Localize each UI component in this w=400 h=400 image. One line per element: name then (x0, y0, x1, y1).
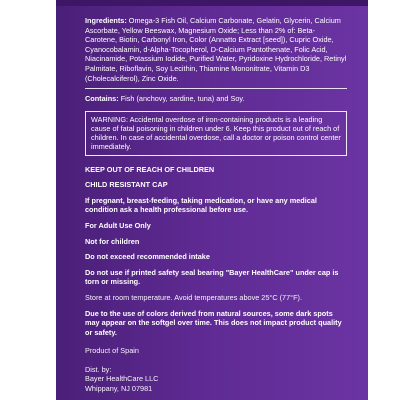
divider (85, 88, 347, 89)
ingredients-label: Ingredients (85, 16, 125, 25)
ingredients-paragraph: Ingredients: Omega-3 Fish Oil, Calcium Carbonate, Gelatin, Glycerin, Calcium Ascorbate, Yellow Beeswax, Magnesium Oxide; Less than 2% of: Beta-Carotene, Biotin, Carbonyl Iron, Color (Annatto Extract [seed]), Cupric Oxide, Cyanocobalamin, d-Alpha-Tocopherol, D-Calcium Pantothenate, Folic Acid, Niacinamide, Potassium Iodide, Purified Water, Pyridoxine Hydrochloride, Retinyl Palmitate, Riboflavin, Soy Lecithin, Thiamine Mononitrate, Vitamin D3 (Cholecalciferol), Zinc Oxide. (85, 16, 347, 83)
warning-box (85, 111, 347, 156)
contains-label: Contains (85, 94, 117, 104)
ingredients-text: Omega-3 Fish Oil, Calcium Carbonate, Gelatin, Glycerin, Calcium Ascorbate, Yellow Beeswax, Magnesium Oxide; Less than 2% of: Beta-Carotene, Biotin, Carbonyl Iron, Color (Annatto Extract [seed]), Cupric Oxide, Cyanocobalamin, d-Alpha-Tocopherol, D-Calcium Pantothenate, Folic Acid, Niacinamide, Potassium Iodide, Purified Water, Pyridoxine Hydrochloride, Retinyl Palmitate, Riboflavin, Soy Lecithin, Thiamine Mononitrate, Vitamin D3 (Cholecalciferol), Zinc Oxide. (85, 16, 347, 83)
panel-top-edge (56, 0, 368, 6)
notice-safety-seal: Do not use if printed safety seal bearing "Bayer HealthCare" under cap is torn or missing. (85, 267, 339, 287)
contains-paragraph: Contains: Fish (anchovy, sardine, tuna) and Soy. (85, 94, 245, 104)
notice-not-for-children: Not for children (85, 236, 140, 246)
product-label-panel (56, 0, 368, 400)
notice-pregnant-consult: If pregnant, breast-feeding, taking medication, or have any medical condition ask a health professional before use. (85, 195, 317, 215)
notice-do-not-exceed: Do not exceed recommended intake (85, 252, 210, 262)
notice-child-resistant-cap: CHILD RESISTANT CAP (85, 180, 168, 190)
notice-keep-out-of-reach: KEEP OUT OF REACH OF CHILDREN (85, 164, 215, 174)
origin-text: Product of Spain (85, 346, 139, 356)
distributor-name: Bayer HealthCare LLC (85, 374, 159, 384)
distributor-city: Whippany, NJ 07981 (85, 384, 153, 394)
distributor-label: Dist. by: (85, 364, 112, 374)
label-content (85, 16, 347, 394)
warning-text: WARNING: Accidental overdose of iron-containing products is a leading cause of fatal poisoning in children under 6. Keep this product out of reach of children. In case of accidental overdose, call a doctor or poison control center immediately. (91, 114, 341, 152)
storage-text: Store at room temperature. Avoid temperatures above 25°C (77°F). (85, 292, 303, 302)
color-note-text: Due to the use of colors derived from natural sources, some dark spots may appear on the softgel over time. This does not impact product quality or safety. (85, 308, 342, 337)
contains-text: Fish (anchovy, sardine, tuna) and Soy. (120, 94, 245, 104)
notice-adult-use-only: For Adult Use Only (85, 220, 151, 230)
